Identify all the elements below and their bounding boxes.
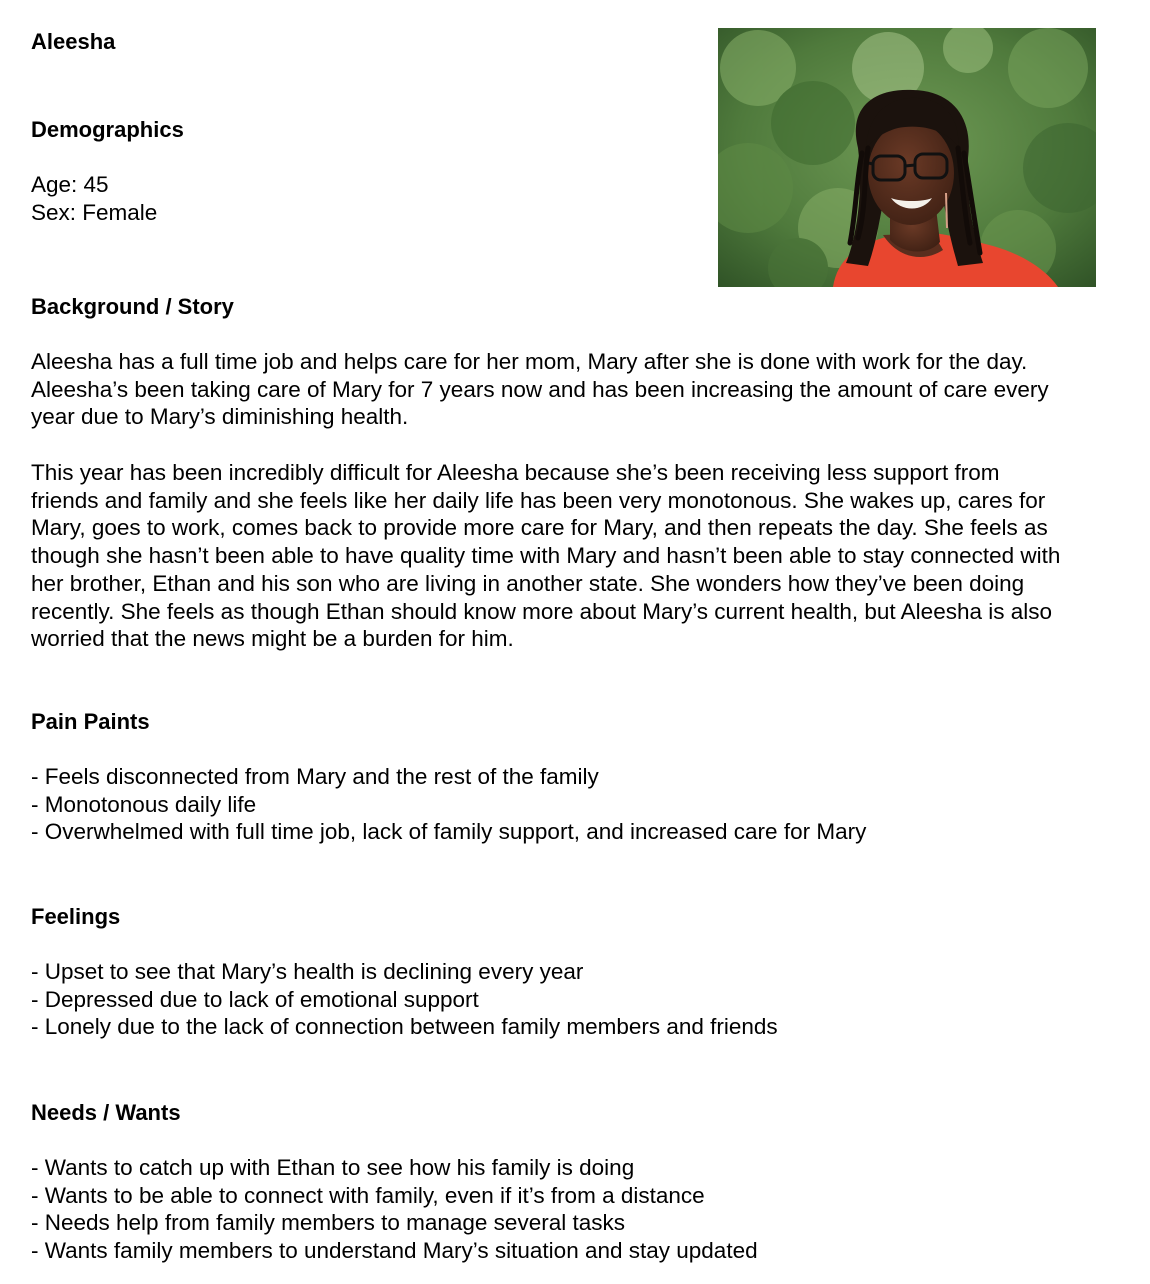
persona-photo [718,28,1096,287]
background-paragraph-2 [31,459,1060,653]
list-item: - Wants family members to understand Mary’s situation and stay updated [31,1238,758,1264]
persona-name: Aleesha [31,29,116,54]
paragraph-line: her brother, Ethan and his son who are living in another state. She wonders how they’ve been doing [31,570,1025,596]
list-item: - Depressed due to lack of emotional support [31,986,479,1012]
feelings-heading: Feelings [31,904,121,929]
demographics-list [31,171,157,226]
background-paragraph-1 [31,348,1049,431]
list-item: - Wants to catch up with Ethan to see how his family is doing [31,1155,635,1180]
paragraph-line: year due to Mary’s diminishing health. [31,404,409,430]
paragraph-line: though she hasn’t been able to have quality time with Mary and hasn’t been able to stay connected with [31,543,1061,569]
paragraph-line: worried that the news might be a burden for him. [31,626,514,652]
list-item: - Lonely due to the lack of connection between family members and friends [31,1014,778,1040]
paragraph-line: recently. She feels as though Ethan should know more about Mary’s current health, but Aleesha is also [31,598,1053,624]
paragraph-line: Aleesha has a full time job and helps care for her mom, Mary after she is done with work for the day. [31,349,1028,374]
list-item: - Monotonous daily life [31,791,257,817]
paragraph-line: friends and family and she feels like her daily life has been very monotonous. She wakes up, cares for [31,487,1046,513]
list-item: - Wants to be able to connect with family, even if it’s from a distance [31,1182,705,1208]
paragraph-line: Aleesha’s been taking care of Mary for 7 years now and has been increasing the amount of care every [31,376,1049,402]
paragraph-line: Mary, goes to work, comes back to provide more care for Mary, and then repeats the day. She feels as [31,515,1048,541]
pain-points-heading: Pain Paints [31,709,150,734]
paragraph-line: This year has been incredibly difficult for Aleesha because she’s been receiving less support from [31,460,1000,485]
demographics-heading: Demographics [31,117,184,142]
feelings-list [31,958,778,1041]
list-item: - Overwhelmed with full time job, lack of family support, and increased care for Mary [31,819,867,845]
needs-list [31,1154,758,1265]
demographics-age: Age: 45 [31,172,109,197]
list-item: - Feels disconnected from Mary and the rest of the family [31,764,599,789]
list-item: - Upset to see that Mary’s health is declining every year [31,959,584,984]
background-heading: Background / Story [31,294,234,319]
pain-points-list [31,763,866,846]
needs-heading: Needs / Wants [31,1100,181,1125]
demographics-sex: Sex: Female [31,199,158,225]
list-item: - Needs help from family members to manage several tasks [31,1210,625,1236]
